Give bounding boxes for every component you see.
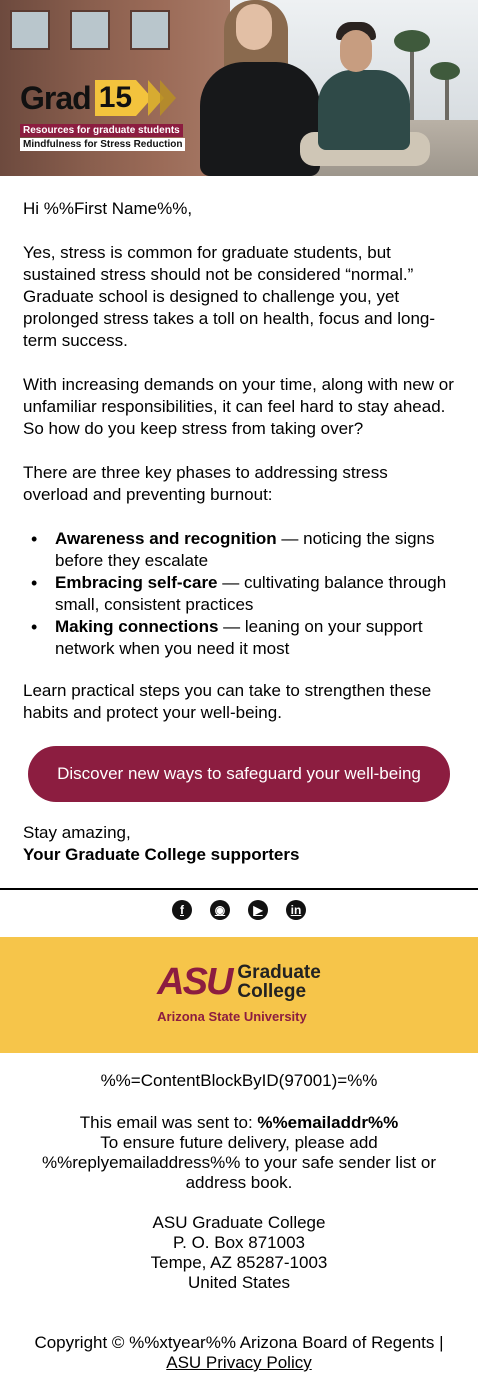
city: Tempe, AZ 85287-1003 <box>150 1253 328 1272</box>
grad-word: Grad <box>20 80 91 116</box>
list-item <box>55 616 455 660</box>
person-face <box>340 30 372 72</box>
window <box>70 10 110 50</box>
hero-tag-resources: Resources for graduate students <box>20 124 183 137</box>
discover-button[interactable]: Discover new ways to safeguard your well-being <box>28 746 450 802</box>
po-box: P. O. Box 871003 <box>172 1233 305 1252</box>
phase-title: Embracing self-care <box>55 573 218 592</box>
phase-title: Awareness and recognition <box>55 529 277 548</box>
palm-trunk <box>410 40 414 130</box>
sent-address: %%emailaddr%% <box>257 1113 399 1132</box>
phases-list <box>23 528 455 660</box>
grad15-logo <box>20 80 176 116</box>
phase-desc: — cultivating balance through small, consistent practices <box>55 573 447 614</box>
linkedin-icon[interactable]: in <box>286 900 306 920</box>
content-block-id: %%=ContentBlockByID(97001)=%% <box>100 1071 378 1090</box>
window <box>10 10 50 50</box>
sent-prefix: This email was sent to: <box>79 1113 258 1132</box>
paragraph: Yes, stress is common for graduate students, but sustained stress should not be considered “normal.” Graduate school is designed to challenge you, yet prolonged stress takes a toll on health, focus and long-term success. <box>23 243 436 350</box>
greeting: Hi %%First Name%%, <box>23 199 193 218</box>
youtube-icon[interactable]: ▶ <box>248 900 268 920</box>
person-face <box>236 4 272 50</box>
social-links <box>0 900 478 922</box>
signoff-signature: Your Graduate College supporters <box>23 845 300 864</box>
window <box>130 10 170 50</box>
instagram-icon[interactable]: ◉ <box>210 900 230 920</box>
delivery-note: To ensure future delivery, please add %%replyemailaddress%% to your safe sender list or address book. <box>41 1133 436 1192</box>
list-item <box>55 572 455 616</box>
hero-banner <box>0 0 478 176</box>
divider <box>0 888 478 890</box>
phase-title: Making connections <box>55 617 219 636</box>
paragraph: There are three key phases to addressing stress overload and preventing burnout: <box>23 463 388 504</box>
list-item <box>55 528 455 572</box>
hero-tag-topic: Mindfulness for Stress Reduction <box>20 138 185 151</box>
college-name-line2: College <box>237 981 307 1002</box>
signoff-line: Stay amazing, <box>23 823 131 842</box>
brand-band <box>0 937 478 1053</box>
phase-desc: — leaning on your support network when you need it most <box>55 617 423 658</box>
college-name <box>237 963 320 1001</box>
grad-number: 15 <box>95 80 136 116</box>
org-name: ASU Graduate College <box>152 1213 326 1232</box>
palm-leaves <box>394 30 430 52</box>
footer <box>0 1071 478 1373</box>
facebook-icon[interactable]: f <box>172 900 192 920</box>
sent-to <box>20 1113 458 1133</box>
paragraph: Learn practical steps you can take to strengthen these habits and protect your well-being. <box>23 681 432 722</box>
asu-graduate-college-logo <box>157 962 321 1028</box>
email-body <box>0 176 478 724</box>
country: United States <box>187 1273 291 1292</box>
signoff <box>0 802 478 866</box>
chevron-right-icon <box>160 80 176 116</box>
privacy-policy-link[interactable]: ASU Privacy Policy <box>166 1353 312 1372</box>
paragraph: With increasing demands on your time, along with new or unfamiliar responsibilities, it can feel hard to stay ahead. So how do you keep stress from taking over? <box>23 375 454 438</box>
university-name: Arizona State University <box>157 1009 307 1024</box>
copyright: Copyright © %%xtyear%% Arizona Board of Regents | <box>34 1333 444 1352</box>
person-body <box>318 70 410 150</box>
palm-leaves <box>430 62 460 80</box>
cta-container <box>0 746 478 802</box>
college-name-line1: Graduate <box>237 962 321 983</box>
phase-desc: — noticing the signs before they escalate <box>55 529 435 570</box>
asu-mark: ASU <box>157 961 232 1003</box>
